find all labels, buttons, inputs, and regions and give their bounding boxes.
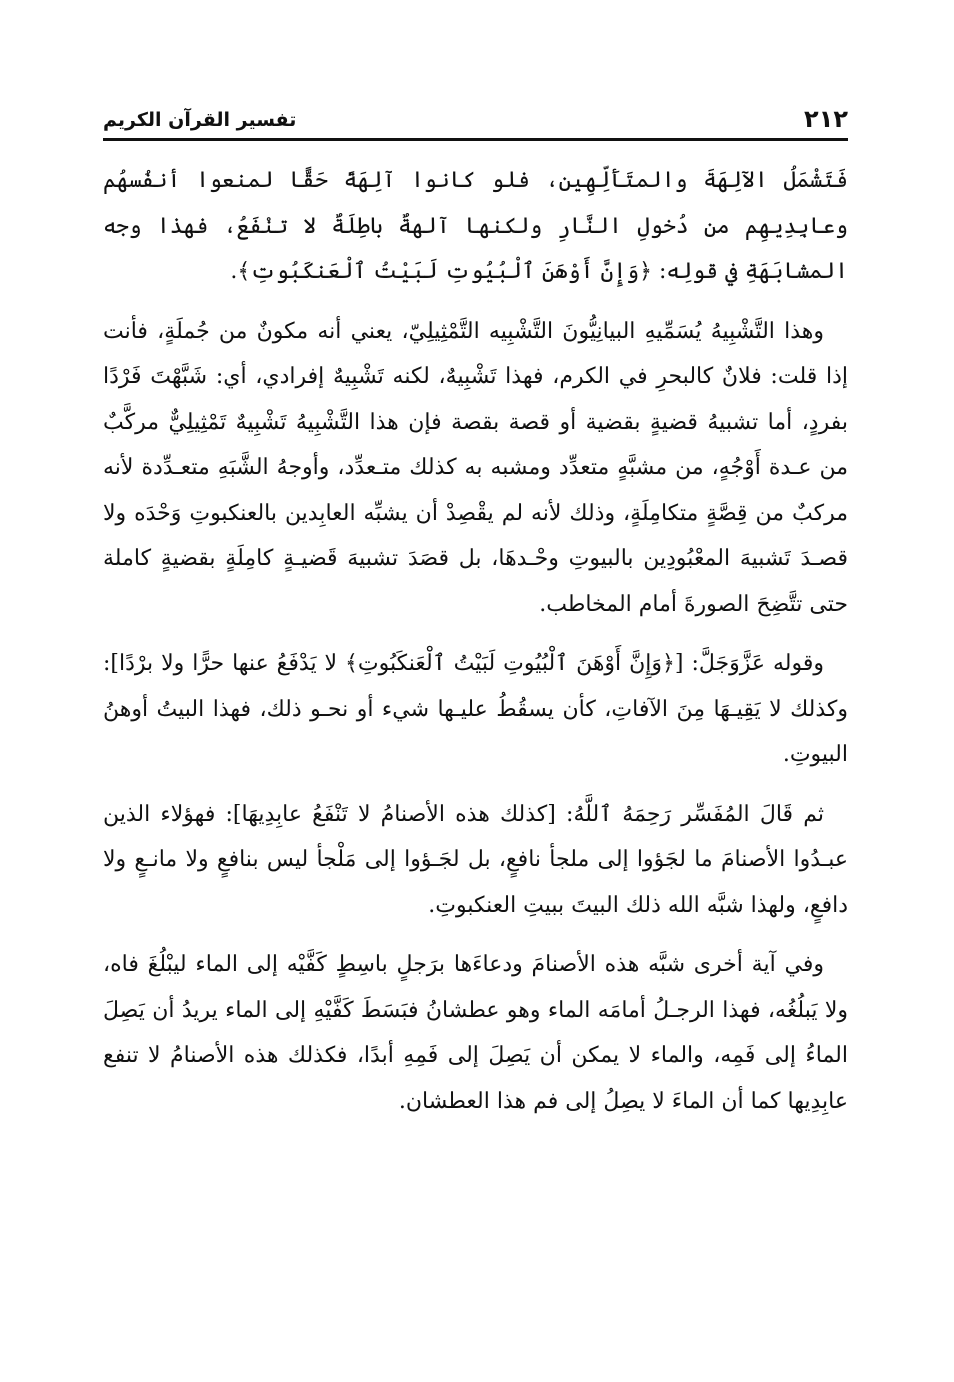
paragraph-2: وهذا التَّشْبِيهُ يُسَمِّيهِ البيانِيُّونَ التَّشْبِيه التَّمْثِيلِيّ، يعني أنه مكونٌ من جُملَةٍ، فأنت إذا قلت: فلانٌ كالبحرِ في الكرم، فهذا تَشْبِيهٌ، لكنه تَشْبِيهٌ إفرادي، أي: شَبَّهْتَ فَرْدًا بفردٍ، أما تشبيهُ قضيةٍ بقضية أو قصة بقصة فإن هذا التَّشْبِيهُ تَشْبِيهٌ تَمْثِيلِيٌّ مركَّبٌ من عـدة أَوْجُهٍ، من مشبَّهٍ متعدِّد ومشبه به كذلك متـعدِّد، وأوجهُ الشَّبَهِ متعـدِّدة لأنه مركبٌ من قِصَّةٍ متكامِلَةٍ، وذلك لأنه لم يقْصِدْ أن يشبِّه العابِدين بالعنكبوتِ وَحْدَه ولا قصـدَ تَشبيهَ المعْبُودِين بالبيوتِ وحْـدهَا، بل قصَدَ تشبيهَ قَضيـةٍ كامِلَةٍ بقضيةٍ كاملة حتى تتَّضِحَ الصورةَ أمام المخاطب. xyxy=(103,318,848,617)
header-rule xyxy=(103,138,848,141)
page-number: ٢١٢ xyxy=(804,105,848,133)
paragraph-5: وفي آية أخرى شبَّه هذه الأصنامَ ودعاءَها برَجلٍ باسِطٍ كَفَّيْه إلى الماء ليبْلُغَ فاه، ولا يَبلُغُه، فهذا الرجـلُ أمامَه الماء وهو عطشانُ فبَسَطَ كَفَّيْهِ إلى الماء يريدُ أن يَصِلَ الماءُ إلى فَمِه، والماء لا يمكن أن يَصِلَ إلى فَمِهِ أبدًا، فكذلك هذه الأصنامُ لا تنفع عابِدِيها كما أن الماءَ لا يصِلُ إلى فم هذا العطشان. xyxy=(103,952,848,1114)
body-text xyxy=(103,158,848,1138)
paragraph-1: فَتَشْمَلُ الآلِهَةَ والمتَأَلِّهِين، فلو كانوا آلِهَةً حَقًّا لمنعوا أنفُسهُم وعابِدِيهِم من دُخولِ النَّارِ ولكنها آلهةٌ باطِلَةٌ لا تنْفَعُ، فهذا وجه المشابَهَةِ في قولِه: ﴿وَإِنَّ أَوْهَنَ ٱلْبُيُوتِ لَبَيْتُ ٱلْعَنكَبُوتِ﴾. xyxy=(103,168,848,284)
paragraph-3: وقوله عَزَّوَجَلَّ: [﴿وَإِنَّ أَوْهَنَ ٱلْبُيُوتِ لَبَيْتُ ٱلْعَنكَبُوتِ﴾ لا يَدْفَعُ عنها حرًّا ولا برْدًا]: وكذلك لا يَقِيـهَا مِنَ الآفاتِ، كأن يسقُطُ عليـها شيء أو نحـو ذلك، فهذا البيتُ أوهنُ البيوتِ. xyxy=(103,651,848,767)
running-title: تفسير القرآن الكريم xyxy=(103,109,297,131)
page-header xyxy=(103,104,848,138)
paragraph-4: ثم قَالَ المُفَسِّر رَحِمَهُ ٱللَّهُ: [كذلك هذه الأصنامُ لا تَنْفَعُ عابِدِيهَا]: فهؤلاء الذين عبـدُوا الأصنامَ ما لجَؤوا إلى ملجأ نافعٍ، بل لجَـؤوا إلى مَلْجأ ليس بنافعٍ ولا مانـعٍ ولا دافعٍ، ولهذا شبَّه الله ذلك البيتَ ببيتِ العنكبوتِ. xyxy=(103,801,848,918)
